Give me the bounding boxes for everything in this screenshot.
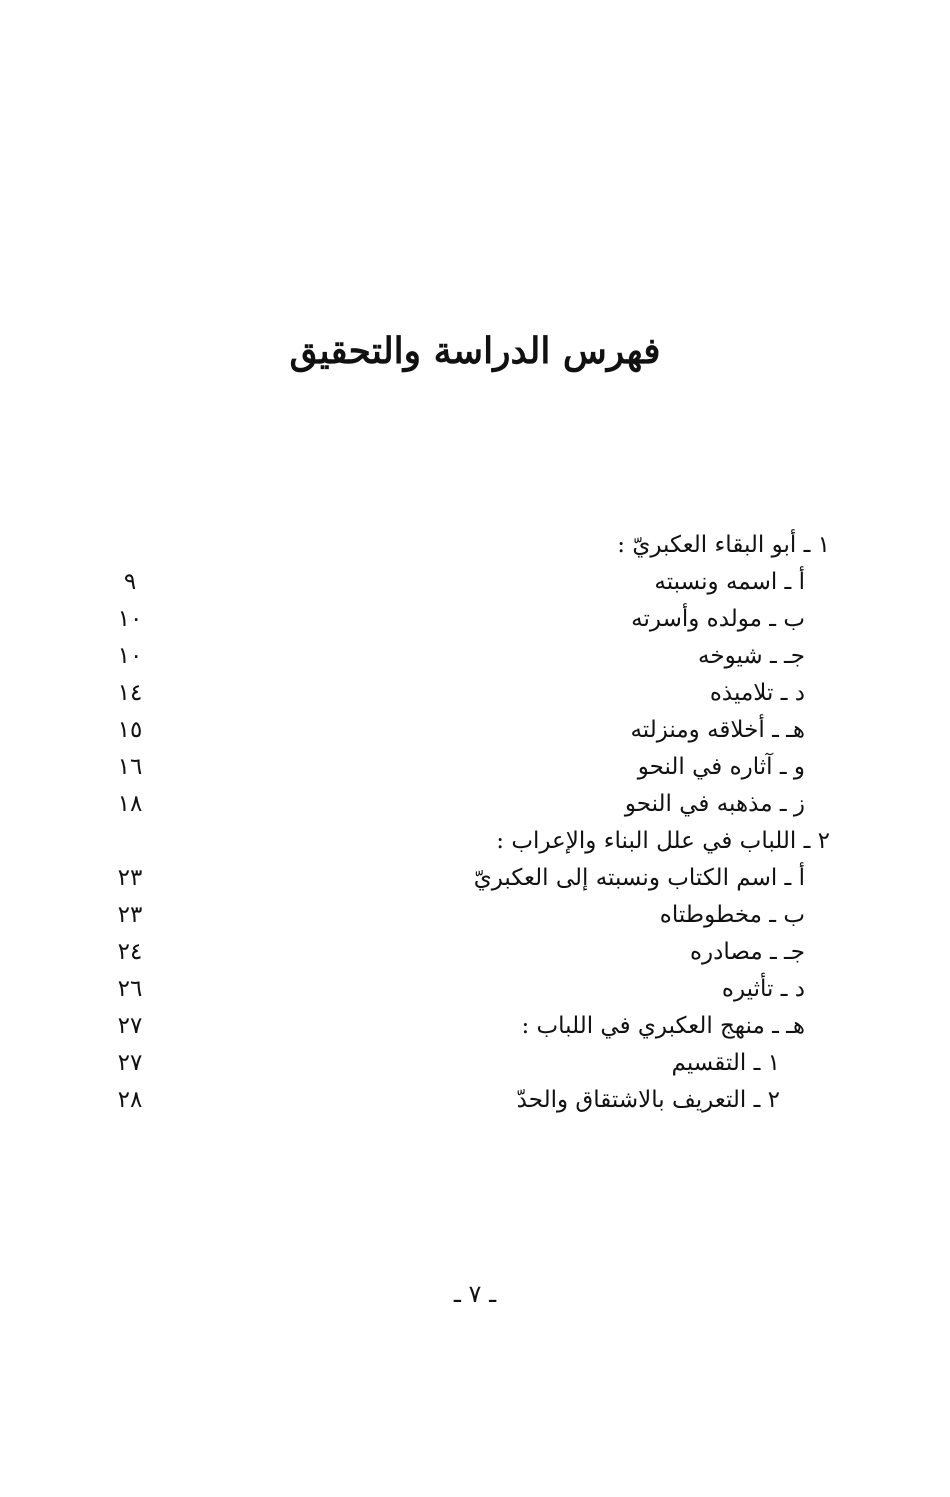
toc-entry-label: أ ـ اسم الكتاب ونسبته إلى العكبريّ [473,865,805,891]
toc-entry [0,784,950,824]
toc-entry-page-number: ١٦ [117,754,143,780]
toc-entry [0,1006,950,1046]
toc-entry [0,636,950,676]
toc-entry [0,895,950,935]
toc-entry-label: هـ ـ أخلاقه ومنزلته [630,717,805,743]
toc-entry-label: ب ـ مخطوطتاه [659,902,805,928]
toc-entry-label: جـ ـ مصادره [690,939,805,965]
toc-entry-label: هـ ـ منهج العكبري في اللباب : [521,1013,805,1039]
toc-entry [0,969,950,1009]
toc-entry [0,1080,950,1120]
toc-entry-label: ١ ـ أبو البقاء العكبريّ : [617,532,830,558]
toc-entry [0,710,950,750]
toc-entry [0,858,950,898]
toc-entry [0,673,950,713]
toc-entry [0,599,950,639]
toc-entry-label: جـ ـ شيوخه [698,643,805,669]
toc-entry-page-number: ١٠ [117,643,143,669]
toc-entry-label: أ ـ اسمه ونسبته [654,569,805,595]
toc-entry-page-number: ٢٣ [117,865,143,891]
toc-entry-page-number: ٢٨ [117,1087,143,1113]
toc-entry [0,821,950,861]
toc-entry-page-number: ٢٣ [117,902,143,928]
toc-entry-label: ٢ ـ التعريف بالاشتقاق والحدّ [516,1087,780,1113]
toc-entry-page-number: ٢٧ [117,1013,143,1039]
toc-entry [0,1043,950,1083]
toc-entry-page-number: ١٤ [117,680,143,706]
toc-entry-page-number: ١٥ [117,717,143,743]
toc-entry-label: د ـ تلاميذه [709,680,805,706]
toc-entry-label: و ـ آثاره في النحو [637,754,805,780]
toc-entry-label: ٢ ـ اللباب في علل البناء والإعراب : [496,828,830,854]
toc-entry [0,562,950,602]
toc-entry [0,932,950,972]
toc-entry-page-number: ١٨ [117,791,143,817]
toc-entry-label: د ـ تأثيره [721,976,805,1002]
toc-entry-label: ١ ـ التقسيم [671,1050,780,1076]
page-title: فهرس الدراسة والتحقيق [289,330,661,372]
toc-entry-page-number: ٢٧ [117,1050,143,1076]
toc-entry-page-number: ٢٦ [117,976,143,1002]
toc-entry-page-number: ٢٤ [117,939,143,965]
toc-entry-page-number: ٩ [123,569,137,595]
page-number: ـ ٧ ـ [453,1280,497,1308]
toc-entry [0,747,950,787]
toc-entry-label: ز ـ مذهبه في النحو [624,791,805,817]
toc-entry [0,525,950,565]
toc-entry-page-number: ١٠ [117,606,143,632]
toc-entry-label: ب ـ مولده وأسرته [631,606,805,632]
